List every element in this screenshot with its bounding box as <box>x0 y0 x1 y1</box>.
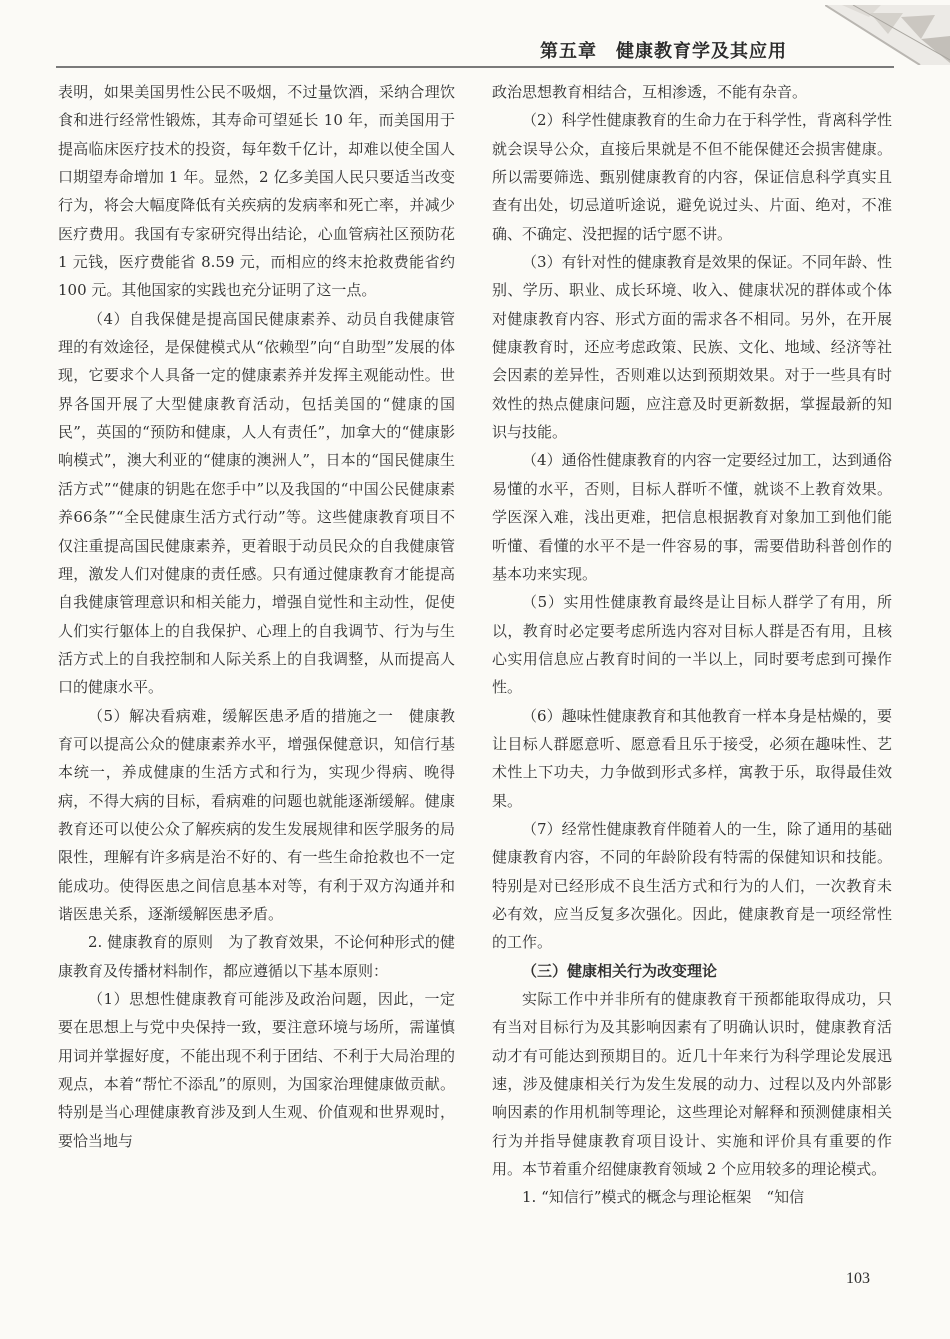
left-paragraph-1: 表明，如果美国男性公民不吸烟，不过量饮酒，采纳合理饮食和进行经常性锻炼，其寿命可望延长 10 年，而美国用于提高临床医疗技术的投资，每年数千亿计，却难以使全国人口期望寿命增加 1 年。显然，2 亿多美国人民只要适当改变行为，将会大幅度降低有关疾病的发病率和死亡率，并减少医疗费用。我国有专家研究得出结论，心血管病社区预防花 1 元钱，医疗费能省 8.59 元，而相应的终末抢救费能省约 100 元。其他国家的实践也充分证明了这一点。 <box>58 83 455 300</box>
right-paragraph-3: （3）有针对性的健康教育是效果的保证。不同年龄、性别、学历、职业、成长环境、收入、健康状况的群体或个体对健康教育内容、形式方面的需求各不相同。另外，在开展健康教育时，还应考虑政策、民族、文化、地域、经济等社会因素的差异性，否则难以达到预期效果。对于一些具有时效性的热点健康问题，应注意及时更新数据，掌握最新的知识与技能。 <box>492 253 892 442</box>
right-paragraph-7: （7）经常性健康教育伴随着人的一生，除了通用的基础健康教育内容，不同的年龄阶段有特需的保健知识和技能。特别是对已经形成不良生活方式和行为的人们，一次教育未必有效，应当反复多次强化。因此，健康教育是一项经常性的工作。 <box>492 819 892 952</box>
section-subheading: （三）健康相关行为改变理论 <box>522 961 718 980</box>
right-paragraph-8: 实际工作中并非所有的健康教育干预都能取得成功，只有当对目标行为及其影响因素有了明确认识时，健康教育活动才有可能达到预期目的。近几十年来行为科学理论发展迅速，涉及健康相关行为发生发展的动力、过程以及内外部影响因素的作用机制等理论，这些理论对解释和预测健康相关行为并指导健康教育项目设计、实施和评价具有重要的作用。本节着重介绍健康教育领域 2 个应用较多的理论模式。 <box>492 990 892 1179</box>
chapter-title: 第五章 健康教育学及其应用 <box>540 41 787 62</box>
left-paragraph-3: （5）解决看病难，缓解医患矛盾的措施之一 健康教育可以提高公众的健康素养水平，增强保健意识，知信行基本统一，养成健康的生活方式和行为，实现少得病、晚得病，不得大病的目标，看病难的问题也就能逐渐缓解。健康教育还可以使公众了解疾病的发生发展规律和医学服务的局限性，理解有许多病是治不好的、有一些生命抢救也不一定能成功。使得医患之间信息基本对等，有利于双方沟通并和谐医患关系，逐渐缓解医患矛盾。 <box>58 706 455 923</box>
right-paragraph-5: （5）实用性健康教育最终是让目标人群学了有用，所以，教育时必定要考虑所选内容对目标人群是否有用，且核心实用信息应占教育时间的一半以上，同时要考虑到可操作性。 <box>492 593 892 697</box>
header-rule <box>56 66 894 68</box>
right-paragraph-4: （4）通俗性健康教育的内容一定要经过加工，达到通俗易懂的水平，否则，目标人群听不懂，就谈不上教育效果。学医深入难，浅出更难，把信息根据教育对象加工到他们能听懂、看懂的水平不是一件容易的事，需要借助科普创作的基本功来实现。 <box>492 451 892 583</box>
header-decoration-icon <box>825 5 950 65</box>
right-paragraph-2: （2）科学性健康教育的生命力在于科学性，背离科学性就会误导公众，直接后果就是不但不能保健还会损害健康。所以需要筛选、甄别健康教育的内容，保证信息科学真实且查有出处，切忌道听途说，避免说过头、片面、绝对，不准确、不确定、没把握的话宁愿不讲。 <box>492 111 892 243</box>
left-paragraph-2: （4）自我保健是提高国民健康素养、动员自我健康管理的有效途径，是保健模式从“依赖型”向“自助型”发展的体现，它要求个人具备一定的健康素养并发挥主观能动性。世界各国开展了大型健康教育活动，包括美国的“健康的国民”，英国的“预防和健康，人人有责任”，加拿大的“健康影响模式”，澳大利亚的“健康的澳洲人”，日本的“国民健康生活方式”“健康的钥匙在您手中”以及我国的“中国公民健康素养66条”“全民健康生活方式行动”等。这些健康教育项目不仅注重提高国民健康素养，更着眼于动员民众的自我健康管理，激发人们对健康的责任感。只有通过健康教育才能提高自我健康管理意识和相关能力，增强自觉性和主动性，促使人们实行躯体上的自我保护、心理上的自我调节、行为与生活方式上的自我控制和人际关系上的自我调整，从而提高人口的健康水平。 <box>58 309 455 697</box>
page-header <box>0 0 950 78</box>
right-paragraph-1: 政治思想教育相结合，互相渗透，不能有杂音。 <box>492 83 808 101</box>
right-paragraph-6: （6）趣味性健康教育和其他教育一样本身是枯燥的，要让目标人群愿意听、愿意看且乐于接受，必须在趣味性、艺术性上下功夫，力争做到形式多样，寓教于乐，取得最佳效果。 <box>492 706 892 810</box>
left-column <box>58 78 455 1155</box>
left-paragraph-4: 2. 健康教育的原则 为了教育效果，不论何种形式的健康教育及传播材料制作，都应遵循以下基本原则： <box>58 933 455 980</box>
left-paragraph-5: （1）思想性健康教育可能涉及政治问题，因此，一定要在思想上与党中央保持一致，要注意环境与场所，需谨慎用词并掌握好度，不能出现不利于团结、不利于大局治理的观点，本着“帮忙不添乱”的原则，为国家治理健康做贡献。特别是当心理健康教育涉及到人生观、价值观和世界观时，要恰当地与 <box>58 990 455 1150</box>
page-number: 103 <box>846 1270 870 1287</box>
right-column <box>492 78 892 1212</box>
right-paragraph-9: 1. “知信行”模式的概念与理论框架 “知信 <box>522 1188 805 1207</box>
